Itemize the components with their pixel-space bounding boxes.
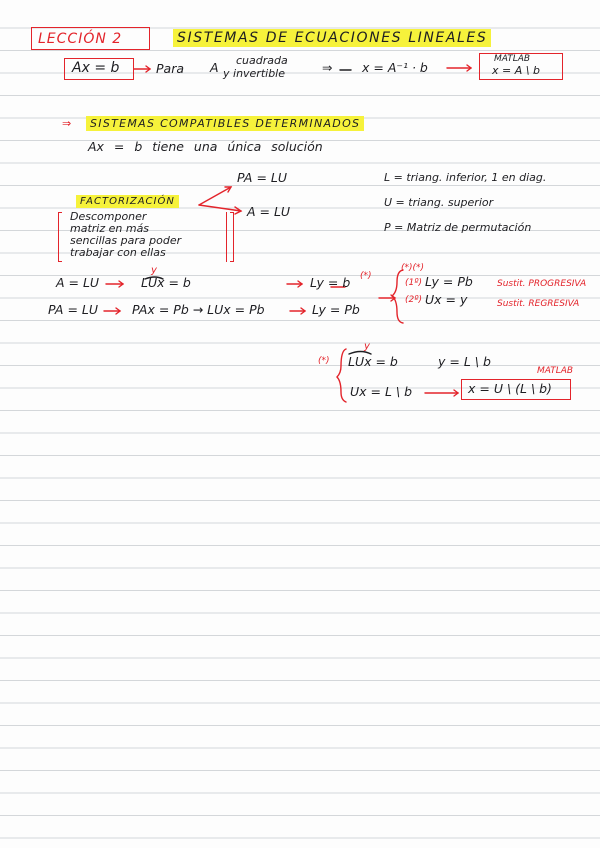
section-heading (86, 118, 364, 129)
step2-number: (2º) (405, 295, 422, 305)
matlab-expression: x = A \ b (492, 64, 540, 77)
bracket-left-bottom (58, 261, 62, 262)
row1-lux-b: LUx = b (141, 275, 191, 290)
legend-u: U = triang. superior (384, 196, 494, 209)
implies-symbol: ⇒ (322, 60, 333, 75)
bottom-y-mark: y (364, 341, 370, 352)
branch-pa (199, 187, 231, 205)
row2-chain: PAx = Pb → LUx = Pb (132, 302, 265, 317)
legend-p: P = Matriz de permutación (384, 221, 532, 234)
section-arrow: ⇒ (62, 117, 72, 130)
factorization-label (76, 197, 179, 207)
branch-a-head (235, 207, 241, 214)
final-answer: x = U \ (L \ b) (468, 381, 552, 396)
bottom-lux-b: LUx = b (348, 354, 398, 369)
page-title (173, 31, 491, 45)
equation-ax-b: Ax = b (72, 60, 120, 76)
branch-pa-head (225, 187, 231, 192)
box-line-4: trabajar con ellas (70, 246, 166, 259)
arrow-row1-a-head (119, 281, 123, 287)
bracket-right-bottom (230, 261, 234, 262)
step1-equation: Ly = Pb (425, 274, 473, 289)
pa-lu-branch: PA = LU (237, 170, 287, 185)
bracket-right-inner (226, 212, 227, 262)
inverse-solution: x = A⁻¹ · b (362, 60, 428, 75)
page-title-text: SISTEMAS DE ECUACIONES LINEALES (173, 29, 491, 47)
row1-a-lu: A = LU (56, 275, 100, 290)
arrow-row1-b-head (298, 281, 302, 287)
arrow-head-matlab (467, 65, 471, 71)
bottom-ux: Ux = L \ b (350, 384, 413, 399)
bracket-left (58, 212, 59, 262)
arrow-to-final-head (454, 390, 458, 396)
box-line-1: Descomponer (70, 210, 147, 223)
row1-star: (*) (360, 271, 372, 281)
cuadrada-text: cuadrada (236, 54, 288, 67)
box-line-2: matriz en más (70, 222, 150, 235)
step1-method: Sustit. PROGRESIVA (497, 279, 587, 289)
step2-method: Sustit. REGRESIVA (497, 299, 580, 309)
arrow-to-steps-head (391, 295, 395, 301)
invertible-text: y invertible (223, 67, 286, 80)
legend-l: L = triang. inferior, 1 en diag. (384, 171, 547, 184)
box-line-3: sencillas para poder (70, 234, 182, 247)
step2-equation: Ux = y (425, 292, 468, 307)
section-heading-text: SISTEMAS COMPATIBLES DETERMINADOS (86, 116, 364, 131)
row1-ly-b: Ly = b (310, 275, 351, 290)
bottom-brace (337, 349, 346, 402)
matrix-a: A (210, 60, 219, 75)
bottom-y-solution: y = L \ b (438, 354, 491, 369)
row2-pa-lu: PA = LU (48, 302, 98, 317)
arrow-row2-a-head (116, 308, 120, 314)
bottom-star: (*) (318, 356, 330, 366)
bracket-right (233, 212, 234, 262)
arrow-row2-b-head (301, 308, 305, 314)
matlab-label: MATLAB (494, 54, 531, 64)
steps-brace (392, 270, 403, 323)
lesson-title: LECCIÓN 2 (38, 31, 123, 47)
row2-ly-pb: Ly = Pb (312, 302, 360, 317)
factorization-label-text: FACTORIZACIÓN (76, 195, 179, 208)
arrow-head-para (146, 66, 150, 72)
branch-a (199, 205, 241, 211)
steps-star-label: (*)(*) (401, 263, 425, 273)
row1-y-mark: y (151, 265, 157, 276)
step1-number: (1º) (405, 278, 422, 288)
bottom-matlab-label: MATLAB (537, 366, 574, 376)
unique-solution-statement: Ax = b tiene una única solución (88, 139, 323, 154)
para-text: Para (156, 61, 184, 76)
a-lu-branch: A = LU (247, 204, 291, 219)
